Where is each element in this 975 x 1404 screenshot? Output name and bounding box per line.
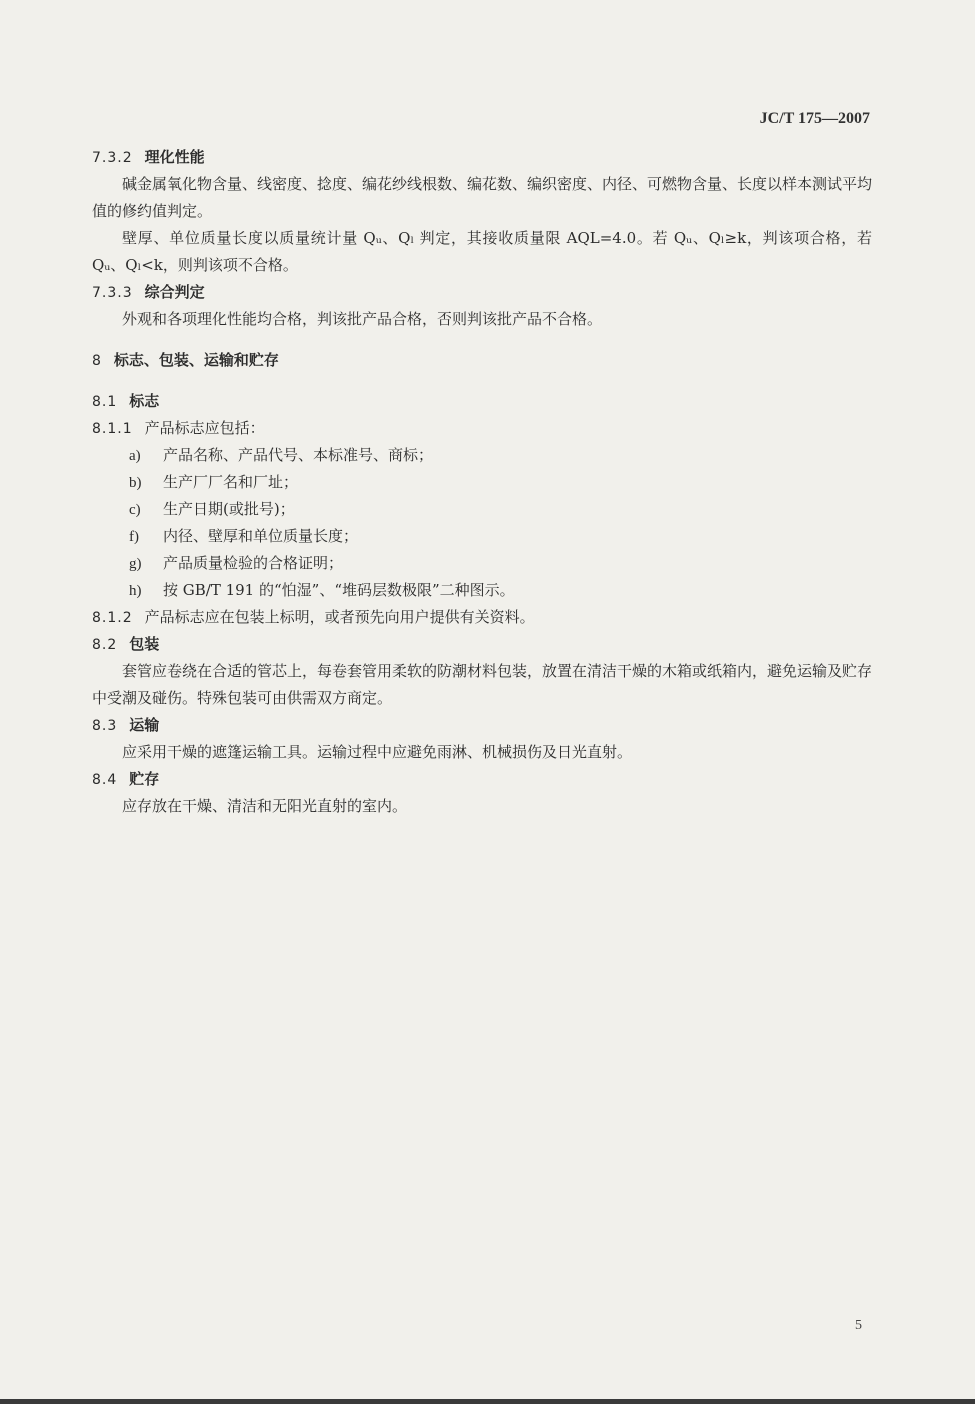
clause-text: 产品标志应包括：: [144, 419, 265, 437]
list-item: [92, 577, 872, 604]
section-number: 8.1: [92, 394, 118, 410]
section-8-4-heading: [92, 766, 872, 793]
standard-code: JC/T 175—2007: [759, 110, 870, 127]
item-text: 产品质量检验的合格证明；: [163, 554, 344, 572]
section-number: 7.3.3: [92, 285, 133, 301]
section-8-1-heading: [92, 388, 872, 415]
clause-8-1-2: [92, 604, 872, 631]
paragraph: 应采用干燥的遮篷运输工具。运输过程中应避免雨淋、机械损伤及日光直射。: [122, 743, 633, 761]
clause-text: 产品标志应在包装上标明，或者预先向用户提供有关资料。: [144, 608, 535, 626]
paragraph: 碱金属氧化物含量、线密度、捻度、编花纱线根数、编花数、编织密度、内径、可燃物含量、长度以样本测试平均值的修约值判定。: [92, 175, 873, 220]
section-7-3-2-heading: [92, 144, 872, 171]
section-8-2-heading: [92, 631, 872, 658]
section-number: 8.4: [92, 772, 118, 788]
paragraph: 壁厚、单位质量长度以质量统计量 Qᵤ、Qₗ 判定，其接收质量限 AQL=4.0。若 Qᵤ、Qₗ≥k，判该项合格，若 Qᵤ、Qₗ<k，则判该项不合格。: [92, 229, 872, 274]
section-number: 8.1.1: [92, 421, 133, 437]
paragraph: 应存放在干燥、清洁和无阳光直射的室内。: [122, 797, 408, 815]
list-item: [92, 442, 872, 469]
paragraph: 外观和各项理化性能均合格，判该批产品合格，否则判该批产品不合格。: [122, 310, 603, 328]
item-label: f): [129, 529, 139, 545]
section-7-3-3-heading: [92, 279, 872, 306]
chapter-title: 标志、包装、运输和贮存: [113, 351, 279, 369]
section-title: 综合判定: [144, 283, 205, 301]
clause-8-1-1: [92, 415, 872, 442]
section-title: 运输: [129, 716, 160, 734]
page-number: 5: [855, 1318, 862, 1333]
item-label: c): [129, 502, 141, 518]
section-number: 8: [92, 353, 102, 369]
item-text: 按 GB/T 191 的“怕湿”、“堆码层数极限”二种图示。: [163, 581, 515, 599]
item-label: h): [129, 583, 142, 599]
list-item: [92, 469, 872, 496]
item-text: 生产日期(或批号)；: [163, 500, 295, 518]
item-text: 生产厂厂名和厂址；: [163, 473, 299, 491]
item-text: 内径、壁厚和单位质量长度；: [163, 527, 359, 545]
section-number: 8.1.2: [92, 610, 133, 626]
paragraph: 套管应卷绕在合适的管芯上，每卷套管用柔软的防潮材料包装，放置在清洁干燥的木箱或纸箱内，避免运输及贮存中受潮及碰伤。特殊包装可由供需双方商定。: [92, 662, 873, 707]
section-title: 贮存: [129, 770, 160, 788]
document-body: [92, 144, 872, 820]
chapter-8-heading: [92, 347, 872, 374]
item-text: 产品名称、产品代号、本标准号、商标；: [163, 446, 434, 464]
scan-edge: [0, 1399, 975, 1404]
section-number: 8.2: [92, 637, 118, 653]
section-title: 标志: [129, 392, 160, 410]
item-label: b): [129, 475, 142, 491]
item-label: g): [129, 556, 142, 572]
list-item: [92, 496, 872, 523]
section-title: 理化性能: [144, 148, 205, 166]
section-number: 7.3.2: [92, 150, 133, 166]
section-8-3-heading: [92, 712, 872, 739]
section-number: 8.3: [92, 718, 118, 734]
item-label: a): [129, 448, 141, 464]
section-title: 包装: [129, 635, 160, 653]
list-item: [92, 523, 872, 550]
list-item: [92, 550, 872, 577]
